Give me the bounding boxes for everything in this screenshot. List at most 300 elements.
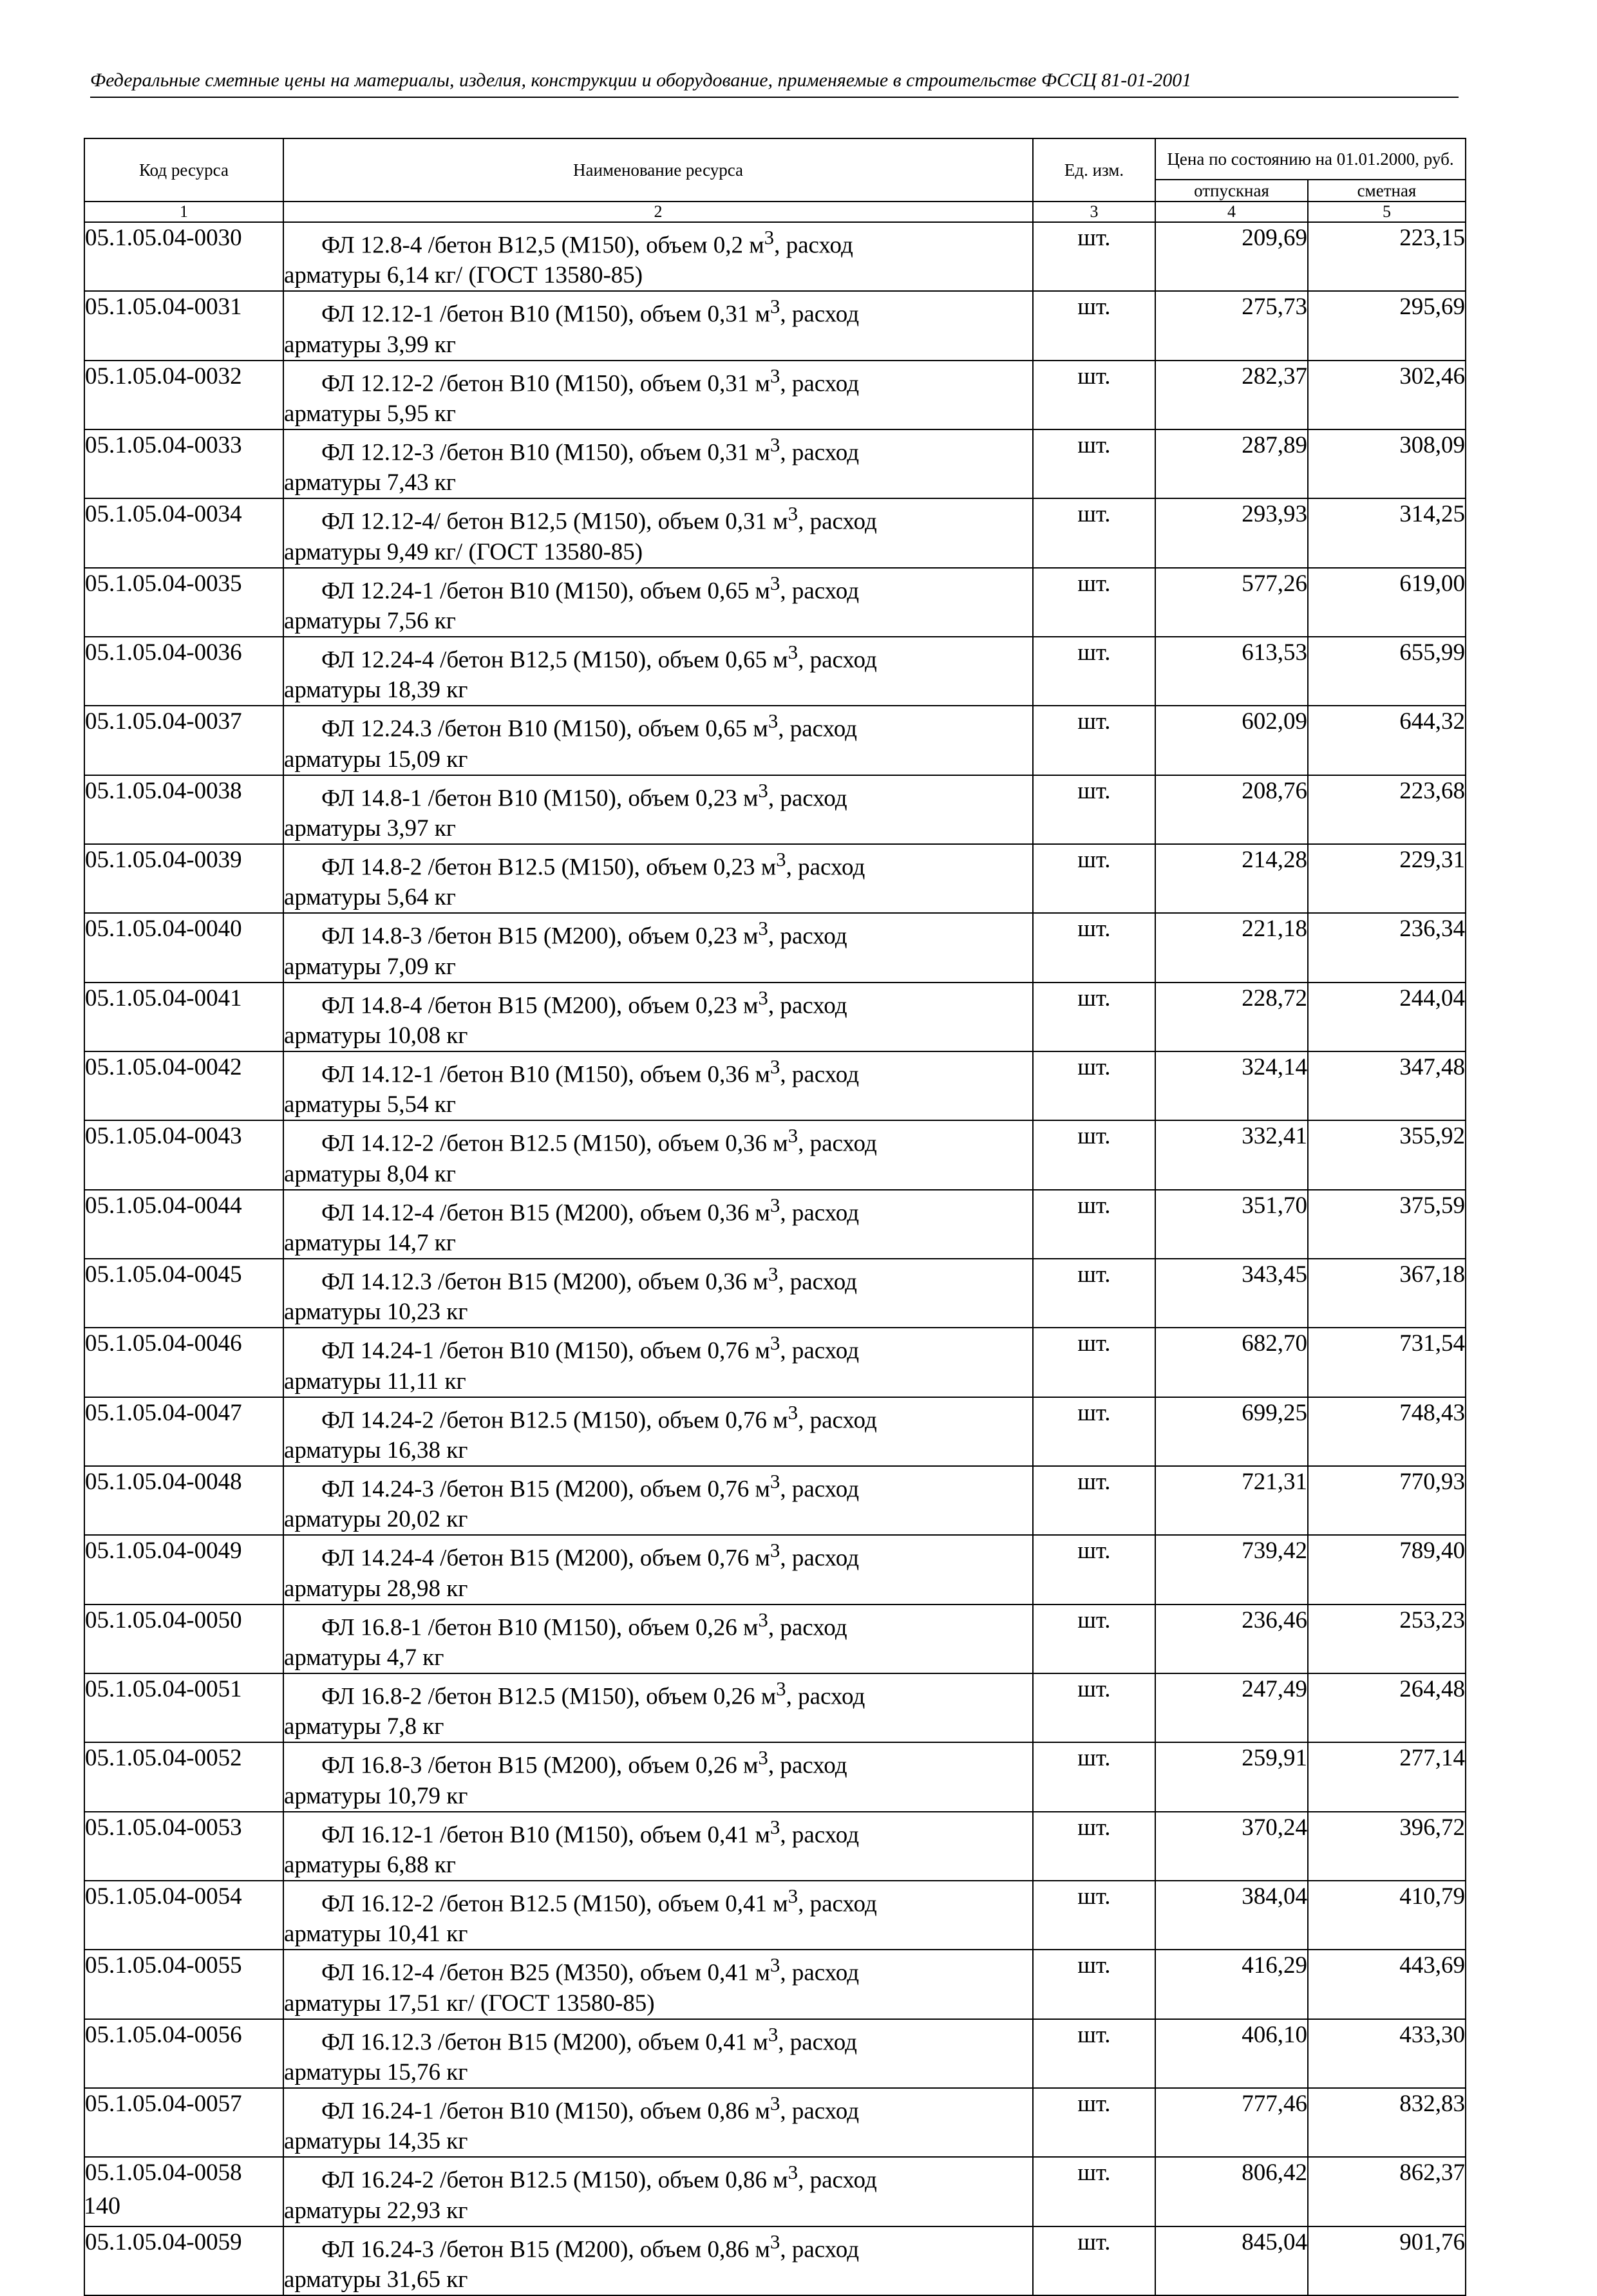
unit-of-measure: шт. <box>1033 1950 1155 2018</box>
resource-code: 05.1.05.04-0040 <box>84 913 283 982</box>
release-price: 287,89 <box>1155 429 1308 498</box>
resource-name <box>283 2226 1033 2295</box>
release-price: 293,93 <box>1155 498 1308 567</box>
release-price: 370,24 <box>1155 1812 1308 1881</box>
cubic-superscript: 3 <box>788 2161 798 2184</box>
estimate-price: 277,14 <box>1308 1742 1466 1811</box>
table-row <box>84 1812 1466 1881</box>
resource-name-line2: арматуры 11,11 кг <box>284 1368 466 1395</box>
resource-name-main: ФЛ 16.12-2 /бетон В12.5 (М150), объем 0,41 м <box>321 1890 788 1917</box>
resource-name <box>283 498 1033 567</box>
resource-name <box>283 1051 1033 1120</box>
release-price: 214,28 <box>1155 844 1308 913</box>
release-price: 806,42 <box>1155 2157 1308 2226</box>
cubic-superscript: 3 <box>758 986 768 1009</box>
unit-of-measure: шт. <box>1033 637 1155 706</box>
release-price: 332,41 <box>1155 1120 1308 1189</box>
resource-name-tail: , расход <box>780 439 860 466</box>
estimate-price: 264,48 <box>1308 1673 1466 1742</box>
resource-code: 05.1.05.04-0044 <box>84 1190 283 1259</box>
estimate-price: 236,34 <box>1308 913 1466 982</box>
resource-name-line1 <box>284 1950 1032 1988</box>
release-price: 259,91 <box>1155 1742 1308 1811</box>
resource-name-line1 <box>284 223 1032 260</box>
resource-name-line2: арматуры 3,97 кг <box>284 814 456 842</box>
cubic-superscript: 3 <box>770 2230 780 2253</box>
cubic-superscript: 3 <box>770 1194 780 1216</box>
resource-name <box>283 983 1033 1051</box>
resource-name-line1 <box>284 292 1032 329</box>
resource-name <box>283 222 1033 291</box>
release-price: 275,73 <box>1155 291 1308 360</box>
resource-name-main: ФЛ 12.24-4 /бетон В12,5 (М150), объем 0,65 м <box>321 646 788 673</box>
resource-name-tail: , расход <box>780 577 860 604</box>
release-price: 247,49 <box>1155 1673 1308 1742</box>
resource-name-line2: арматуры 16,38 кг <box>284 1436 468 1463</box>
estimate-price: 223,68 <box>1308 775 1466 844</box>
resource-code: 05.1.05.04-0050 <box>84 1604 283 1673</box>
resource-name-main: ФЛ 12.12-4/ бетон В12,5 (М150), объем 0,31 м <box>321 508 788 535</box>
resource-name-main: ФЛ 14.8-1 /бетон В10 (М150), объем 0,23 м <box>321 784 759 811</box>
resource-name <box>283 2157 1033 2226</box>
estimate-price: 308,09 <box>1308 429 1466 498</box>
unit-of-measure: шт. <box>1033 222 1155 291</box>
resource-code: 05.1.05.04-0036 <box>84 637 283 706</box>
resource-code: 05.1.05.04-0037 <box>84 706 283 775</box>
resource-code: 05.1.05.04-0038 <box>84 775 283 844</box>
resource-name-main: ФЛ 14.8-2 /бетон В12.5 (М150), объем 0,23 м <box>321 854 777 881</box>
cubic-superscript: 3 <box>788 1885 798 1907</box>
resource-name-main: ФЛ 14.12-1 /бетон В10 (М150), объем 0,36 м <box>321 1061 770 1088</box>
resource-name-tail: , расход <box>798 646 877 673</box>
estimate-price: 347,48 <box>1308 1051 1466 1120</box>
resource-name-line2: арматуры 8,04 кг <box>284 1160 456 1187</box>
resource-name <box>283 1950 1033 2018</box>
estimate-price: 731,54 <box>1308 1328 1466 1397</box>
unit-of-measure: шт. <box>1033 1397 1155 1466</box>
resource-name <box>283 637 1033 706</box>
resource-name-main: ФЛ 16.12-4 /бетон В25 (М350), объем 0,41 м <box>321 1959 770 1986</box>
resource-name <box>283 291 1033 360</box>
release-price: 406,10 <box>1155 2019 1308 2088</box>
resource-name-line2: арматуры 31,65 кг <box>284 2266 468 2293</box>
estimate-price: 355,92 <box>1308 1120 1466 1189</box>
column-number: 1 <box>84 202 283 222</box>
cubic-superscript: 3 <box>758 917 768 940</box>
resource-name-line2: арматуры 7,09 кг <box>284 953 456 980</box>
resource-name-tail: , расход <box>780 1476 860 1503</box>
resource-name <box>283 775 1033 844</box>
resource-name-line1 <box>284 914 1032 951</box>
table-body <box>84 222 1466 2295</box>
resource-name-line2: арматуры 7,56 кг <box>284 607 456 634</box>
resource-code: 05.1.05.04-0051 <box>84 1673 283 1742</box>
resource-name <box>283 1120 1033 1189</box>
resource-code: 05.1.05.04-0059 <box>84 2226 283 2295</box>
resource-name <box>283 1397 1033 1466</box>
estimate-price: 314,25 <box>1308 498 1466 567</box>
estimate-price: 619,00 <box>1308 568 1466 637</box>
price-table <box>84 138 1466 2296</box>
cubic-superscript: 3 <box>770 1816 780 1838</box>
unit-of-measure: шт. <box>1033 983 1155 1051</box>
resource-name-main: ФЛ 14.24-3 /бетон В15 (М200), объем 0,76 м <box>321 1476 770 1503</box>
resource-name-line2: арматуры 15,09 кг <box>284 746 468 773</box>
cubic-superscript: 3 <box>770 2092 780 2114</box>
resource-name-main: ФЛ 16.24-1 /бетон В10 (М150), объем 0,86 м <box>321 2098 770 2125</box>
estimate-price: 229,31 <box>1308 844 1466 913</box>
estimate-price: 832,83 <box>1308 2088 1466 2157</box>
table-header <box>84 138 1466 222</box>
resource-name-line2: арматуры 4,7 кг <box>284 1644 444 1671</box>
cubic-superscript: 3 <box>768 710 779 733</box>
resource-name-line1 <box>284 1605 1032 1642</box>
unit-of-measure: шт. <box>1033 1328 1155 1397</box>
resource-name <box>283 1881 1033 1950</box>
unit-of-measure: шт. <box>1033 291 1155 360</box>
resource-name <box>283 1673 1033 1742</box>
resource-name-tail: , расход <box>798 1890 877 1917</box>
resource-name-line2: арматуры 10,41 кг <box>284 1921 468 1948</box>
release-price: 777,46 <box>1155 2088 1308 2157</box>
table-row <box>84 1673 1466 1742</box>
resource-code: 05.1.05.04-0054 <box>84 1881 283 1950</box>
unit-of-measure: шт. <box>1033 844 1155 913</box>
resource-name-line1 <box>284 1398 1032 1435</box>
unit-of-measure: шт. <box>1033 1535 1155 1604</box>
release-price: 208,76 <box>1155 775 1308 844</box>
resource-name-tail: , расход <box>780 1545 860 1572</box>
column-number: 4 <box>1155 202 1308 222</box>
resource-name-line1 <box>284 1052 1032 1089</box>
unit-of-measure: шт. <box>1033 1742 1155 1811</box>
unit-of-measure: шт. <box>1033 498 1155 567</box>
estimate-price: 901,76 <box>1308 2226 1466 2295</box>
estimate-price: 244,04 <box>1308 983 1466 1051</box>
resource-code: 05.1.05.04-0055 <box>84 1950 283 2018</box>
resource-code: 05.1.05.04-0045 <box>84 1259 283 1328</box>
table-row <box>84 1120 1466 1189</box>
resource-name-tail: , расход <box>780 2235 860 2263</box>
cubic-superscript: 3 <box>770 1055 780 1078</box>
resource-name-line2: арматуры 28,98 кг <box>284 1575 468 1602</box>
cubic-superscript: 3 <box>788 641 798 663</box>
cubic-superscript: 3 <box>788 1125 798 1147</box>
table-row <box>84 1742 1466 1811</box>
resource-name-main: ФЛ 12.12-2 /бетон В10 (М150), объем 0,31 м <box>321 370 770 397</box>
table-row <box>84 361 1466 429</box>
unit-of-measure: шт. <box>1033 1812 1155 1881</box>
resource-name-tail: , расход <box>768 923 847 950</box>
resource-name-tail: , расход <box>798 2167 877 2194</box>
resource-name-line2: арматуры 17,51 кг/ (ГОСТ 13580-85) <box>284 1990 655 2017</box>
resource-name <box>283 1604 1033 1673</box>
unit-of-measure: шт. <box>1033 1120 1155 1189</box>
resource-name-line2: арматуры 5,54 кг <box>284 1091 456 1118</box>
header-name: Наименование ресурса <box>283 138 1033 202</box>
table-row <box>84 2157 1466 2226</box>
resource-name-line1 <box>284 2227 1032 2264</box>
resource-code: 05.1.05.04-0033 <box>84 429 283 498</box>
resource-name-line1 <box>284 2158 1032 2195</box>
column-number: 2 <box>283 202 1033 222</box>
unit-of-measure: шт. <box>1033 2226 1155 2295</box>
cubic-superscript: 3 <box>770 1954 780 1977</box>
resource-name <box>283 1742 1033 1811</box>
resource-name-main: ФЛ 14.12.3 /бетон В15 (М200), объем 0,36 м <box>321 1268 768 1295</box>
unit-of-measure: шт. <box>1033 2088 1155 2157</box>
estimate-price: 223,15 <box>1308 222 1466 291</box>
resource-name-tail: , расход <box>780 370 860 397</box>
release-price: 602,09 <box>1155 706 1308 775</box>
resource-name-line2: арматуры 14,35 кг <box>284 2128 468 2155</box>
table-row <box>84 568 1466 637</box>
resource-name-main: ФЛ 16.8-2 /бетон В12.5 (М150), объем 0,26 м <box>321 1683 777 1710</box>
resource-name-tail: , расход <box>786 1683 865 1710</box>
unit-of-measure: шт. <box>1033 775 1155 844</box>
table-row <box>84 1466 1466 1535</box>
resource-name <box>283 361 1033 429</box>
column-number-row <box>84 202 1466 222</box>
resource-code: 05.1.05.04-0047 <box>84 1397 283 1466</box>
resource-name-line1 <box>284 2089 1032 2126</box>
table-row <box>84 1328 1466 1397</box>
unit-of-measure: шт. <box>1033 1259 1155 1328</box>
resource-name-tail: , расход <box>768 992 847 1019</box>
resource-code: 05.1.05.04-0057 <box>84 2088 283 2157</box>
estimate-price: 375,59 <box>1308 1190 1466 1259</box>
resource-name <box>283 1466 1033 1535</box>
release-price: 384,04 <box>1155 1881 1308 1950</box>
release-price: 324,14 <box>1155 1051 1308 1120</box>
release-price: 845,04 <box>1155 2226 1308 2295</box>
estimate-price: 367,18 <box>1308 1259 1466 1328</box>
resource-name-line1 <box>284 1328 1032 1366</box>
resource-name-line1 <box>284 1259 1032 1297</box>
resource-name <box>283 2088 1033 2157</box>
release-price: 739,42 <box>1155 1535 1308 1604</box>
resource-name-tail: , расход <box>768 1752 847 1779</box>
resource-name-line1 <box>284 1881 1032 1919</box>
resource-code: 05.1.05.04-0056 <box>84 2019 283 2088</box>
unit-of-measure: шт. <box>1033 1051 1155 1120</box>
resource-name-main: ФЛ 16.24-2 /бетон В12.5 (М150), объем 0,86 м <box>321 2167 788 2194</box>
resource-name-line1 <box>284 637 1032 675</box>
unit-of-measure: шт. <box>1033 1604 1155 1673</box>
resource-name-line2: арматуры 18,39 кг <box>284 677 468 704</box>
release-price: 221,18 <box>1155 913 1308 982</box>
cubic-superscript: 3 <box>770 433 780 456</box>
header-unit: Ед. изм. <box>1033 138 1155 202</box>
resource-name-line2: арматуры 5,95 кг <box>284 400 456 427</box>
header-release-price: отпускная <box>1155 180 1308 202</box>
estimate-price: 396,72 <box>1308 1812 1466 1881</box>
table-row <box>84 1604 1466 1673</box>
estimate-price: 433,30 <box>1308 2019 1466 2088</box>
resource-name-main: ФЛ 14.24-2 /бетон В12.5 (М150), объем 0,76 м <box>321 1406 788 1433</box>
resource-name-line1 <box>284 706 1032 744</box>
resource-code: 05.1.05.04-0049 <box>84 1535 283 1604</box>
column-number: 3 <box>1033 202 1155 222</box>
resource-name-tail: , расход <box>780 1061 860 1088</box>
resource-name-line2: арматуры 6,14 кг/ (ГОСТ 13580-85) <box>284 262 643 289</box>
table-row <box>84 1535 1466 1604</box>
estimate-price: 644,32 <box>1308 706 1466 775</box>
resource-name-tail: , расход <box>780 2098 860 2125</box>
resource-name-line1 <box>284 1121 1032 1158</box>
release-price: 699,25 <box>1155 1397 1308 1466</box>
release-price: 416,29 <box>1155 1950 1308 2018</box>
resource-name-main: ФЛ 12.12-1 /бетон В10 (М150), объем 0,31 м <box>321 301 770 328</box>
resource-name-line1 <box>284 983 1032 1021</box>
resource-name-tail: , расход <box>778 715 857 742</box>
header-estimate-price: сметная <box>1308 180 1466 202</box>
resource-code: 05.1.05.04-0053 <box>84 1812 283 1881</box>
cubic-superscript: 3 <box>770 364 780 387</box>
resource-name-main: ФЛ 14.24-1 /бетон В10 (М150), объем 0,76 м <box>321 1337 770 1364</box>
resource-name <box>283 2019 1033 2088</box>
unit-of-measure: шт. <box>1033 429 1155 498</box>
table-row <box>84 775 1466 844</box>
resource-name-line1 <box>284 845 1032 882</box>
table-row <box>84 1190 1466 1259</box>
resource-name-line2: арматуры 15,76 кг <box>284 2058 468 2085</box>
cubic-superscript: 3 <box>788 1401 798 1424</box>
resource-name-tail: , расход <box>778 1268 857 1295</box>
resource-code: 05.1.05.04-0046 <box>84 1328 283 1397</box>
resource-name <box>283 913 1033 982</box>
header-price-group: Цена по состоянию на 01.01.2000, руб. <box>1155 138 1466 180</box>
unit-of-measure: шт. <box>1033 1466 1155 1535</box>
resource-name-tail: , расход <box>798 1406 877 1433</box>
resource-code: 05.1.05.04-0031 <box>84 291 283 360</box>
resource-name-main: ФЛ 12.24.3 /бетон В10 (М150), объем 0,65 м <box>321 715 768 742</box>
unit-of-measure: шт. <box>1033 1673 1155 1742</box>
cubic-superscript: 3 <box>768 1263 779 1285</box>
cubic-superscript: 3 <box>770 1332 780 1355</box>
resource-name <box>283 706 1033 775</box>
unit-of-measure: шт. <box>1033 706 1155 775</box>
resource-name-main: ФЛ 14.8-3 /бетон В15 (М200), объем 0,23 м <box>321 923 759 950</box>
resource-code: 05.1.05.04-0032 <box>84 361 283 429</box>
resource-name-main: ФЛ 12.8-4 /бетон В12,5 (М150), объем 0,2 м <box>321 232 764 259</box>
resource-name-line1 <box>284 430 1032 467</box>
resource-name-line2: арматуры 6,88 кг <box>284 1851 456 1878</box>
table-row <box>84 1397 1466 1466</box>
estimate-price: 789,40 <box>1308 1535 1466 1604</box>
table-row <box>84 983 1466 1051</box>
resource-name-line2: арматуры 20,02 кг <box>284 1506 468 1533</box>
table-row <box>84 637 1466 706</box>
table-row <box>84 913 1466 982</box>
resource-name-tail: , расход <box>768 1614 847 1641</box>
resource-name-line1 <box>284 1674 1032 1711</box>
cubic-superscript: 3 <box>758 1747 768 1769</box>
release-price: 209,69 <box>1155 222 1308 291</box>
release-price: 282,37 <box>1155 361 1308 429</box>
cubic-superscript: 3 <box>770 296 780 318</box>
resource-name <box>283 844 1033 913</box>
unit-of-measure: шт. <box>1033 2019 1155 2088</box>
resource-name-line1 <box>284 1536 1032 1573</box>
cubic-superscript: 3 <box>768 2023 779 2046</box>
resource-code: 05.1.05.04-0041 <box>84 983 283 1051</box>
resource-name-tail: , расход <box>780 1959 860 1986</box>
cubic-superscript: 3 <box>770 1539 780 1562</box>
resource-name-line2: арматуры 9,49 кг/ (ГОСТ 13580-85) <box>284 538 643 565</box>
table-row <box>84 1051 1466 1120</box>
resource-name-line2: арматуры 3,99 кг <box>284 331 456 358</box>
cubic-superscript: 3 <box>770 1470 780 1492</box>
resource-code: 05.1.05.04-0043 <box>84 1120 283 1189</box>
resource-name-line2: арматуры 7,8 кг <box>284 1713 444 1740</box>
release-price: 236,46 <box>1155 1604 1308 1673</box>
resource-name-line1 <box>284 361 1032 399</box>
cubic-superscript: 3 <box>770 572 780 594</box>
resource-name-tail: , расход <box>778 2028 857 2055</box>
resource-name-main: ФЛ 14.12-4 /бетон В15 (М200), объем 0,36 м <box>321 1199 770 1226</box>
unit-of-measure: шт. <box>1033 2157 1155 2226</box>
unit-of-measure: шт. <box>1033 1190 1155 1259</box>
table-row <box>84 1881 1466 1950</box>
resource-name-main: ФЛ 14.12-2 /бетон В12.5 (М150), объем 0,36 м <box>321 1130 788 1157</box>
resource-name <box>283 1259 1033 1328</box>
cubic-superscript: 3 <box>776 1677 786 1700</box>
estimate-price: 443,69 <box>1308 1950 1466 2018</box>
table-row <box>84 706 1466 775</box>
table-row <box>84 2088 1466 2157</box>
resource-name <box>283 1328 1033 1397</box>
release-price: 682,70 <box>1155 1328 1308 1397</box>
cubic-superscript: 3 <box>758 779 768 802</box>
resource-name-line2: арматуры 10,79 кг <box>284 1782 468 1809</box>
resource-name-main: ФЛ 16.8-1 /бетон В10 (М150), объем 0,26 м <box>321 1614 759 1641</box>
resource-name-tail: , расход <box>780 301 860 328</box>
table-row <box>84 429 1466 498</box>
resource-code: 05.1.05.04-0039 <box>84 844 283 913</box>
resource-name-main: ФЛ 16.12.3 /бетон В15 (М200), объем 0,41 м <box>321 2028 768 2055</box>
resource-name-line1 <box>284 499 1032 536</box>
resource-name-main: ФЛ 14.8-4 /бетон В15 (М200), объем 0,23 м <box>321 992 759 1019</box>
release-price: 721,31 <box>1155 1466 1308 1535</box>
table-row <box>84 291 1466 360</box>
resource-name-tail: , расход <box>774 232 853 259</box>
resource-name-tail: , расход <box>798 1130 877 1157</box>
resource-code: 05.1.05.04-0058 <box>84 2157 283 2226</box>
page-number: 140 <box>84 2192 120 2219</box>
resource-name-tail: , расход <box>780 1821 860 1848</box>
release-price: 228,72 <box>1155 983 1308 1051</box>
unit-of-measure: шт. <box>1033 361 1155 429</box>
cubic-superscript: 3 <box>764 227 775 249</box>
resource-name-main: ФЛ 12.12-3 /бетон В10 (М150), объем 0,31 м <box>321 439 770 466</box>
header-code: Код ресурса <box>84 138 283 202</box>
resource-code: 05.1.05.04-0030 <box>84 222 283 291</box>
estimate-price: 770,93 <box>1308 1466 1466 1535</box>
resource-name <box>283 429 1033 498</box>
table-row <box>84 498 1466 567</box>
resource-name <box>283 1190 1033 1259</box>
resource-name-line2: арматуры 5,64 кг <box>284 884 456 911</box>
release-price: 613,53 <box>1155 637 1308 706</box>
resource-name-tail: , расход <box>786 854 865 881</box>
unit-of-measure: шт. <box>1033 913 1155 982</box>
estimate-price: 862,37 <box>1308 2157 1466 2226</box>
resource-name-tail: , расход <box>780 1199 860 1226</box>
resource-code: 05.1.05.04-0048 <box>84 1466 283 1535</box>
table-row <box>84 1950 1466 2018</box>
estimate-price: 655,99 <box>1308 637 1466 706</box>
